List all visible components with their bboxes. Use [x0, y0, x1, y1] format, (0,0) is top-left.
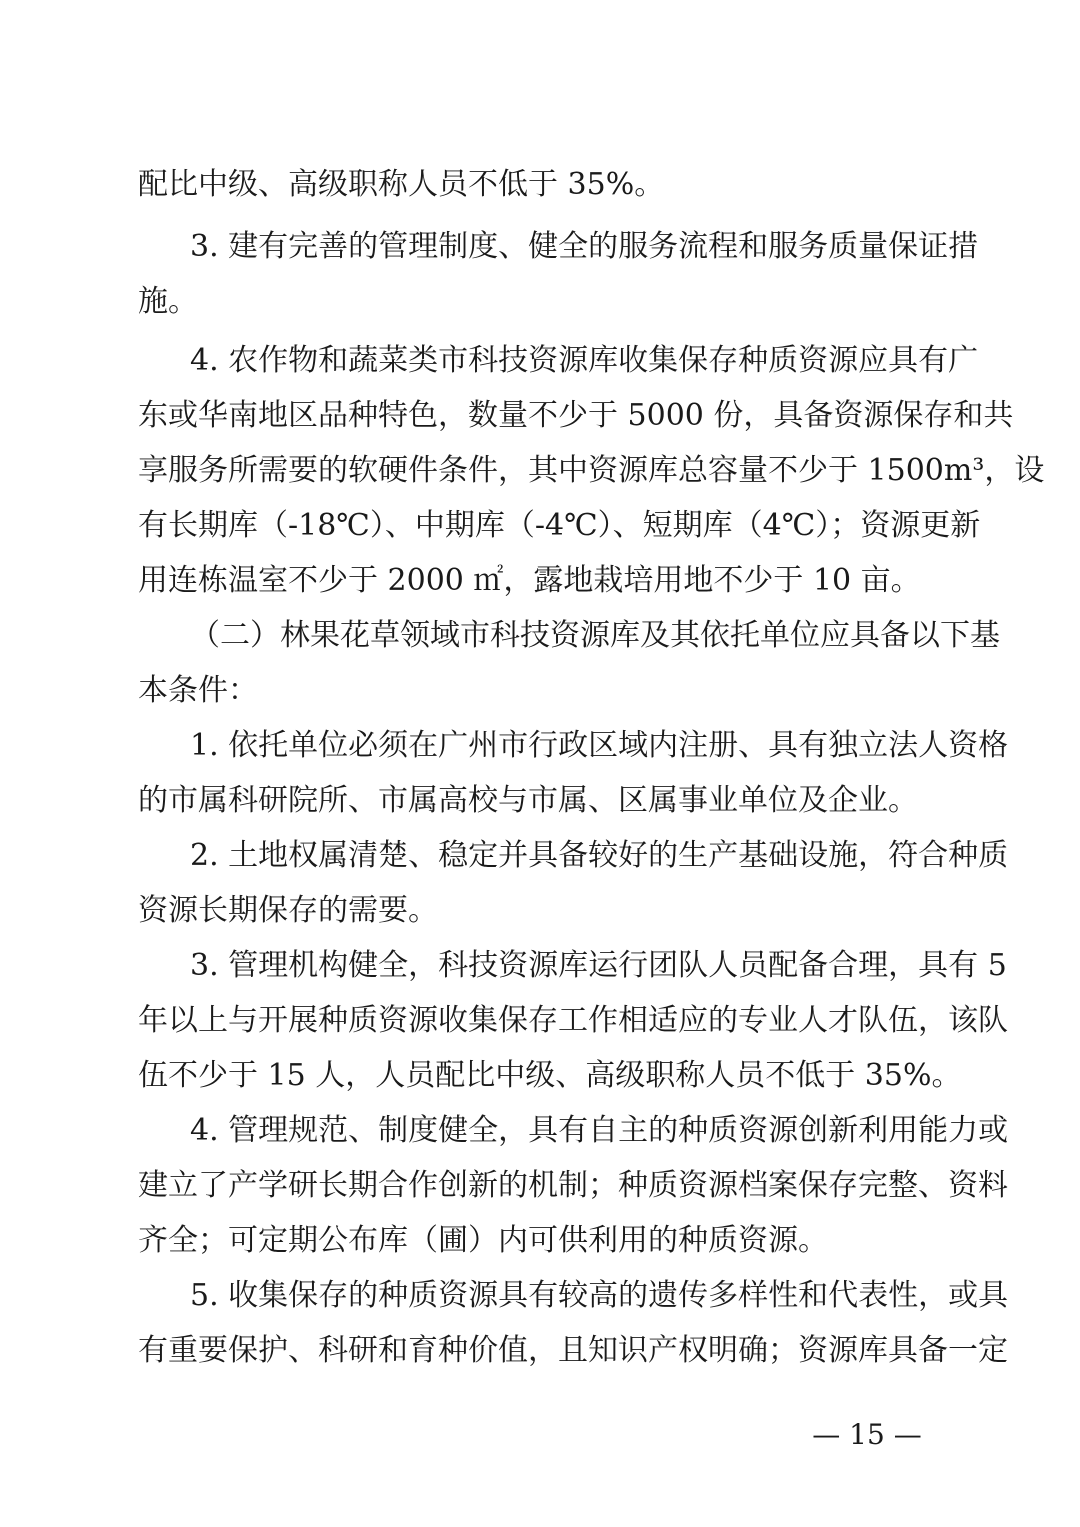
text-line: 用连栋温室不少于 2000 ㎡，露地栽培用地不少于 10 亩。	[138, 563, 921, 598]
text-line: （二）林果花草领域市科技资源库及其依托单位应具备以下基	[190, 618, 1000, 653]
text-line: 配比中级、高级职称人员不低于 35%。	[138, 167, 665, 202]
text-line: 享服务所需要的软硬件条件，其中资源库总容量不少于 1500m³，设	[138, 453, 1045, 488]
text-line: 资源长期保存的需要。	[138, 893, 438, 928]
text-line: 的市属科研院所、市属高校与市属、区属事业单位及企业。	[138, 783, 918, 818]
text-line: 4. 管理规范、制度健全，具有自主的种质资源创新利用能力或	[190, 1113, 1009, 1148]
text-line: 1. 依托单位必须在广州市行政区域内注册、具有独立法人资格	[190, 728, 1009, 763]
text-line: 3. 建有完善的管理制度、健全的服务流程和服务质量保证措	[190, 229, 979, 264]
text-line: 本条件：	[138, 673, 258, 708]
text-line: 建立了产学研长期合作创新的机制；种质资源档案保存完整、资料	[138, 1168, 1008, 1203]
page-number: — 15 —	[812, 1418, 922, 1451]
text-line: 有长期库（-18℃）、中期库（-4℃）、短期库（4℃）；资源更新	[138, 508, 981, 543]
text-line: 施。	[138, 284, 198, 319]
text-line: 东或华南地区品种特色，数量不少于 5000 份，具备资源保存和共	[138, 398, 1014, 433]
text-line: 2. 土地权属清楚、稳定并具备较好的生产基础设施，符合种质	[190, 838, 1009, 873]
text-line: 有重要保护、科研和育种价值，且知识产权明确；资源库具备一定	[138, 1333, 1008, 1368]
text-line: 年以上与开展种质资源收集保存工作相适应的专业人才队伍，该队	[138, 1003, 1008, 1038]
text-line: 齐全；可定期公布库（圃）内可供利用的种质资源。	[138, 1223, 828, 1258]
text-line: 伍不少于 15 人，人员配比中级、高级职称人员不低于 35%。	[138, 1058, 962, 1093]
text-line: 3. 管理机构健全，科技资源库运行团队人员配备合理，具有 5	[190, 948, 1007, 983]
text-line: 5. 收集保存的种质资源具有较高的遗传多样性和代表性，或具	[190, 1278, 1009, 1313]
text-line: 4. 农作物和蔬菜类市科技资源库收集保存种质资源应具有广	[190, 343, 979, 378]
